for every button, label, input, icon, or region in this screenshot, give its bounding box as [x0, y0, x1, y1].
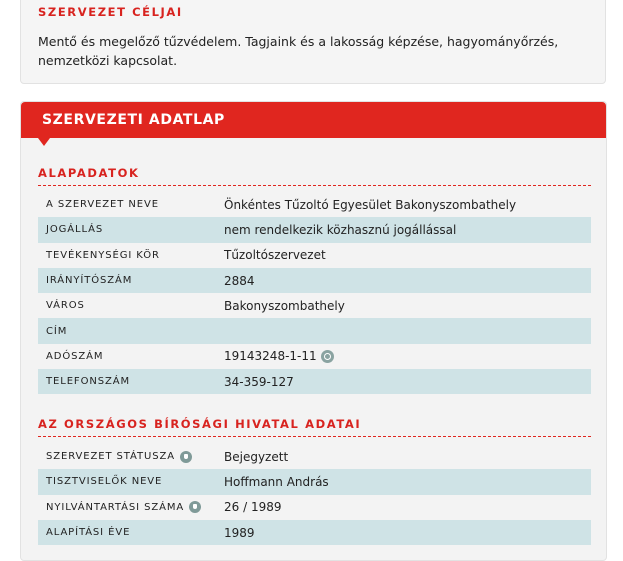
banner-notch	[38, 138, 50, 146]
row-value: 26 / 1989	[224, 500, 282, 515]
row-label: TISZTVISELŐK NEVE	[46, 476, 163, 488]
status-label: SZERVEZET STÁTUSZA	[46, 451, 175, 463]
info-icon[interactable]	[180, 451, 192, 463]
row-value: Tűzoltószervezet	[224, 248, 326, 263]
goals-text: Mentő és megelőző tűzvédelem. Tagjaink és a lakosság képzése, hagyományőrzés, nemzetközi kapcsolat.	[38, 34, 559, 68]
row-value: 1989	[224, 525, 255, 540]
row-label	[38, 451, 224, 463]
row-label: JOGÁLLÁS	[46, 224, 104, 236]
table-row	[38, 318, 591, 343]
coin-icon[interactable]	[321, 350, 334, 363]
table-row	[38, 243, 591, 268]
table-row	[38, 495, 591, 520]
court-data-heading: AZ ORSZÁGOS BÍRÓSÁGI HIVATAL ADATAI	[38, 417, 362, 431]
row-value: Bakonyszombathely	[224, 298, 345, 313]
table-row	[38, 520, 591, 545]
row-value: nem rendelkezik közhasznú jogállással	[224, 222, 457, 237]
row-label: ADÓSZÁM	[46, 350, 104, 362]
basic-data-divider	[38, 185, 591, 186]
row-label: TELEFONSZÁM	[46, 376, 130, 388]
table-row	[38, 192, 591, 217]
basic-data-heading: ALAPADATOK	[38, 166, 140, 180]
tax-number: 19143248-1-11	[224, 349, 317, 364]
court-data-table	[38, 444, 591, 545]
row-label: IRÁNYÍTÓSZÁM	[46, 275, 133, 287]
row-label: TEVÉKENYSÉGI KÖR	[46, 249, 160, 261]
sheet-banner	[21, 102, 606, 138]
row-value: 34-359-127	[224, 374, 294, 389]
goals-heading: SZERVEZET CÉLJAI	[38, 5, 183, 19]
table-row	[38, 469, 591, 494]
table-row	[38, 369, 591, 394]
row-value: Önkéntes Tűzoltó Egyesület Bakonyszombathely	[224, 197, 517, 212]
organization-sheet-card	[20, 101, 607, 561]
row-label: VÁROS	[46, 300, 85, 312]
registry-number-label: NYILVÁNTARTÁSI SZÁMA	[46, 501, 185, 513]
row-label	[38, 501, 224, 513]
info-icon[interactable]	[189, 501, 201, 513]
row-value: Hoffmann András	[224, 474, 329, 489]
basic-data-table	[38, 192, 591, 394]
table-row	[38, 293, 591, 318]
court-data-divider	[38, 436, 591, 437]
row-value	[224, 349, 334, 363]
goals-card	[20, 0, 606, 84]
table-row	[38, 268, 591, 293]
table-row	[38, 217, 591, 242]
row-label: A SZERVEZET NEVE	[46, 199, 159, 211]
row-value: 2884	[224, 273, 255, 288]
table-row	[38, 344, 591, 369]
row-label: ALAPÍTÁSI ÉVE	[46, 527, 131, 539]
row-label: CÍM	[46, 325, 68, 337]
row-value: Bejegyzett	[224, 449, 289, 464]
sheet-title: SZERVEZETI ADATLAP	[42, 112, 225, 128]
table-row	[38, 444, 591, 469]
